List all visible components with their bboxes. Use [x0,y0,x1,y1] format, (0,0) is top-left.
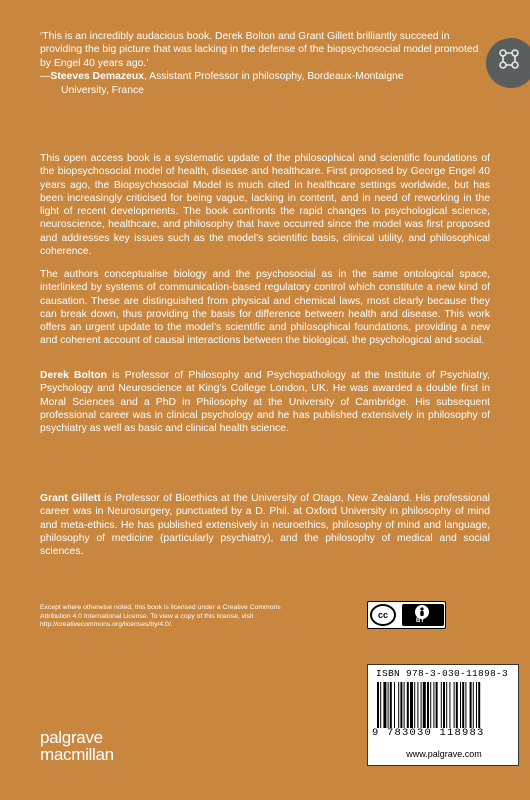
author-bio-gillett [40,492,490,558]
springer-logo-icon [486,38,530,88]
isbn-label: ISBN 978-3-030-11898-3 [376,668,509,679]
creative-commons-icon [367,601,446,629]
author-name-gillett: Grant Gillett [40,493,101,504]
author-bio-bolton [40,369,490,435]
cc-label: cc [370,604,396,626]
attribution-title: , Assistant Professor in philosophy, Bordeaux-Montaigne [143,71,404,83]
by-badge [402,604,444,626]
attribution-name: Steeves Demazeux [50,71,144,83]
endorsement-quote [40,30,480,97]
quote-text: ‘This is an incredibly audacious book. Derek Bolton and Grant Gillett brilliantly succeed in providing the big picture that was lacking in the defense of the biopsychosocial model promoted by Engel 40 years ago.’ [40,31,479,69]
quote-attribution [40,70,480,83]
author-name-bolton: Derek Bolton [40,370,107,381]
barcode-icon [377,682,511,728]
publisher-website: www.palgrave.com [406,749,482,759]
by-label: BY [416,618,425,624]
person-icon [415,605,429,619]
author-bio-bolton-text: is Professor of Philosophy and Psychopathology at the Institute of Psychiatry, Psychology and Neuroscience at King’s College London, UK. He was awarded a double first in Moral Sciences and a PhD in Philosophy at the University of Cambridge. His subsequent professional career was in clinical psychology and he has published extensively in philosophy of psychiatry as well as basic and clinical health science. [40,370,490,435]
author-bio-gillett-text: is Professor of Bioethics at the University of Otago, New Zealand. His professional career was in Neurosurgery, punctuated by a D. Phil. at Oxford University in philosophy of mind and meta-ethics. He has published extensively in neuroethics, philosophy of mind and language, philosophy of medicine (particularly psychiatry), and the philosophy of medical and social sciences. [40,493,490,558]
publisher-logo [40,729,114,763]
description-paragraph-1: This open access book is a systematic update of the philosophical and scientific foundations of the biopsychosocial model of health, disease and healthcare. First proposed by George Engel 40 years ago, the Biopsychosocial Model is much cited in healthcare settings worldwide, but has been increasingly criticised for being vague, lacking in content, and in need of reworking in the light of recent developments. The book confronts the rapid changes to psychological science, neuroscience, healthcare, and philosophy that have occurred since the model was first proposed and addresses key issues such as the model’s scientific basis, clinical utility, and philosophical coherence. [40,153,490,258]
barcode-digits: 9 783030 118983 [372,727,485,739]
publisher-line-2: macmillan [40,745,114,764]
isbn-barcode-box [367,664,519,766]
description-paragraph-2: The authors conceptualise biology and the psychosocial as in the same ontological space, interlinked by systems of communication-based regulatory control which constitute a new kind of causation. These are distinguished from physical and chemical laws, most clearly because they can break down, thus providing the basis for difference between health and disease. This work offers an urgent update to the model’s scientific and philosophical foundations, providing a new and coherent account of causal interactions between the biological, the psychological and social. [40,269,490,347]
attribution-prefix: — [40,71,51,83]
attribution-continuation: University, France [61,84,144,96]
license-notice: Except where otherwise noted, this book is licensed under a Creative Commons Attribution 4.0 International License. To view a copy of this license, visit http://creativecommons.org/licenses/by/4.0/. [40,604,281,629]
publisher-line-1: palgrave [40,728,103,747]
